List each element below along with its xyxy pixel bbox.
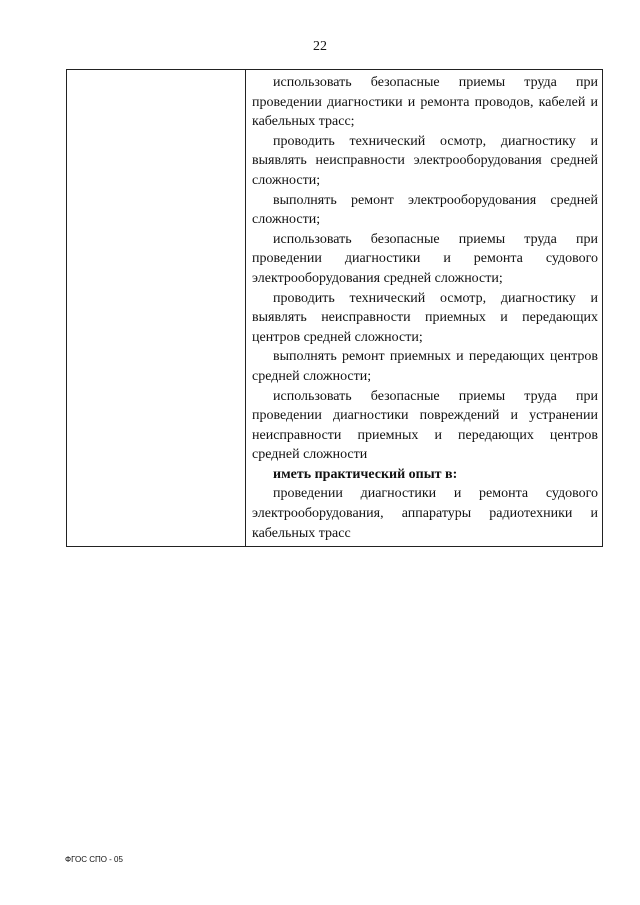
skill-paragraph: использовать безопасные приемы труда при проведении диагностики и ремонта судового электрооборудования средней сложности; <box>252 231 598 286</box>
table-left-cell <box>67 70 246 546</box>
skill-paragraph: выполнять ремонт электрооборудования средней сложности; <box>252 192 598 228</box>
page-number: 22 <box>313 39 327 54</box>
experience-heading: иметь практический опыт в: <box>273 466 458 482</box>
skill-paragraph: использовать безопасные приемы труда при проведении диагностики и ремонта проводов, кабелей и кабельных трасс; <box>252 75 598 130</box>
experience-paragraph: проведении диагностики и ремонта судового электрооборудования, аппаратуры радиотехники и кабельных трасс <box>252 486 598 541</box>
skill-paragraph: использовать безопасные приемы труда при проведении диагностики повреждений и устранении неисправности приемных и передающих центров средней сложности <box>252 388 598 463</box>
document-footer: ФГОС СПО - 05 <box>65 855 123 864</box>
table-right-cell <box>246 70 602 546</box>
requirements-table <box>66 69 603 547</box>
skill-paragraph: выполнять ремонт приемных и передающих центров средней сложности; <box>252 349 598 384</box>
skill-paragraph: проводить технический осмотр, диагностику и выявлять неисправности электрооборудования средней сложности; <box>252 133 598 188</box>
skill-paragraph: проводить технический осмотр, диагностику и выявлять неисправности приемных и передающих центров средней сложности; <box>252 290 598 345</box>
